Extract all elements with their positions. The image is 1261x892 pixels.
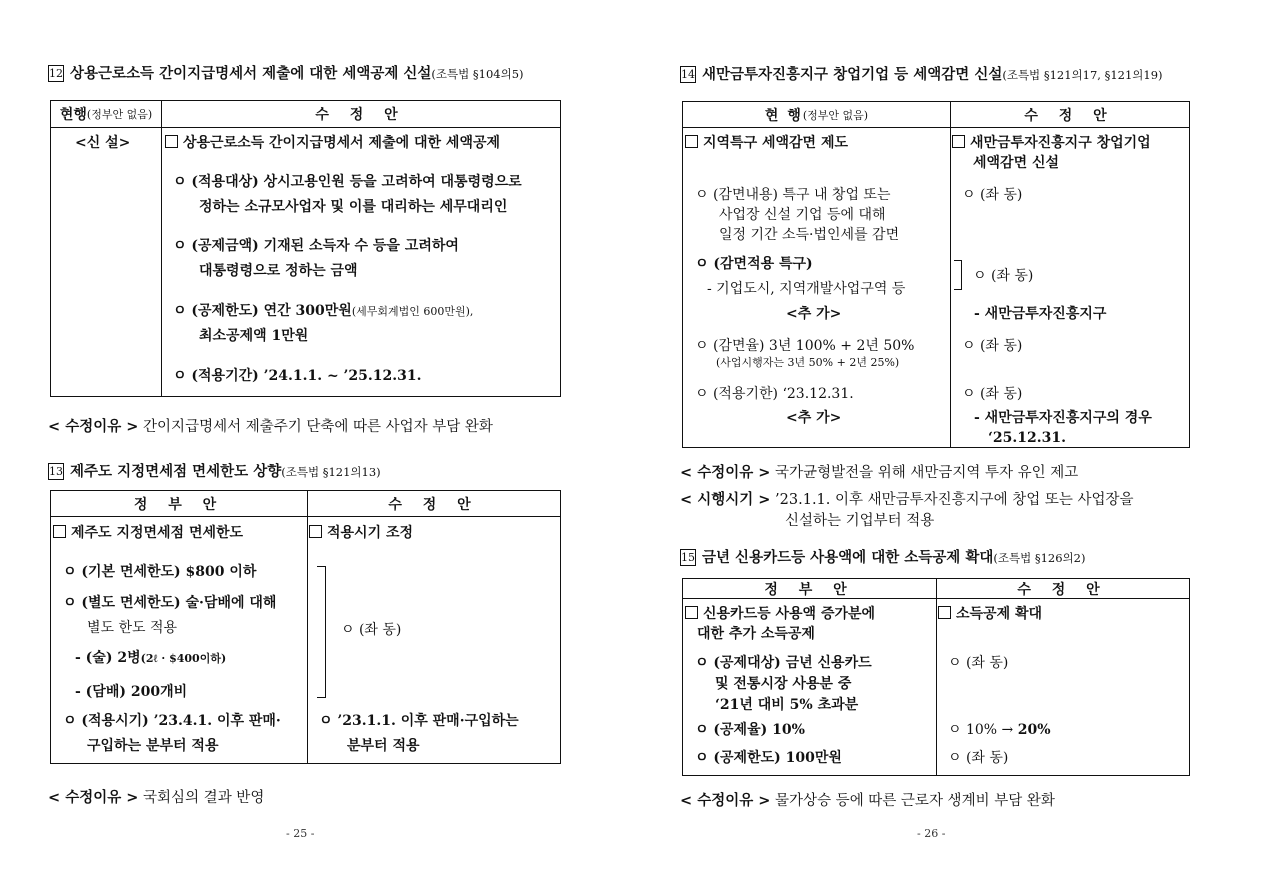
current-item-0: 지역특구 세액감면 제도 xyxy=(685,134,848,152)
enforcement-label: < 시행시기 > xyxy=(680,492,771,508)
current-item-3a: ㅇ (감면율) 3년 100% + 2년 50% xyxy=(695,338,915,354)
law-reference: (조특법 §121의17, §121의19) xyxy=(1002,68,1163,82)
gov-item-0: 제주도 지정면세점 면세한도 xyxy=(53,524,243,542)
amend-same-4: ㅇ (좌 동) xyxy=(962,386,1023,402)
amend-same-1: ㅇ (좌 동) xyxy=(962,187,1023,203)
reason-text: 간이지급명세서 제출주기 단축에 따른 사업자 부담 완화 xyxy=(143,419,493,435)
header-government: 정 부 안 xyxy=(764,581,855,598)
checkbox-square-icon xyxy=(938,606,951,619)
reason-14 xyxy=(680,461,1078,482)
new-label: <신 설> xyxy=(75,135,131,151)
section-15-title xyxy=(680,546,1085,567)
enforcement-14 xyxy=(680,488,1134,509)
section-number: 12 xyxy=(49,67,63,80)
section-title-text: 금년 신용카드등 사용액에 대한 소득공제 확대 xyxy=(702,549,994,566)
header-current: 현행 (정부안 없음) xyxy=(59,107,153,123)
table-13 xyxy=(50,490,561,764)
amend-item-1b: 정하는 소규모사업자 및 이를 대리하는 세무대리인 xyxy=(199,199,508,215)
current-item-2b: - 기업도시, 지역개발사업구역 등 xyxy=(707,281,906,297)
checkbox-square-icon xyxy=(685,606,698,619)
amend-item-3b: 최소공제액 1만원 xyxy=(199,328,309,344)
reason-label: < 수정이유 > xyxy=(680,465,771,481)
current-item-1b: 사업장 신설 기업 등에 대해 xyxy=(719,207,886,223)
amend-same-3: ㅇ (좌 동) xyxy=(962,338,1023,354)
section-number: 15 xyxy=(681,551,695,564)
reason-label: < 수정이유 > xyxy=(48,790,139,806)
reason-13 xyxy=(48,786,264,807)
amend-item-4: ㅇ (적용기간) ’24.1.1. ~ ’25.12.31. xyxy=(173,368,422,384)
amend-item-2a: ㅇ (공제금액) 기재된 소득자 수 등을 고려하여 xyxy=(173,238,459,254)
table-header xyxy=(51,101,560,128)
amend-item-3a: ㅇ (공제한도) 연간 300만원(세무회계법인 600만원), xyxy=(173,303,474,319)
header-amendment: 수 정 안 xyxy=(1017,581,1108,598)
law-reference: (조특법 §126의2) xyxy=(993,551,1086,565)
current-item-1a: ㅇ (감면내용) 특구 내 창업 또는 xyxy=(695,187,891,203)
amend-item-2b: 대통령령으로 정하는 금액 xyxy=(199,263,358,279)
reason-15 xyxy=(680,789,1055,810)
gov-item-0b: 대한 추가 소득공제 xyxy=(697,626,815,642)
header-current: 현 행 (정부안 없음) xyxy=(764,107,869,124)
checkbox-square-icon xyxy=(53,525,66,538)
amend-item-0b: 세액감면 신설 xyxy=(973,155,1060,171)
header-amendment: 수 정 안 xyxy=(1024,107,1115,124)
reason-label: < 수정이유 > xyxy=(48,419,139,435)
section-title-text: 새만금투자진흥지구 창업기업 등 세액감면 신설 xyxy=(702,66,1003,83)
gov-item-1: ㅇ (기본 면세한도) $800 이하 xyxy=(63,564,257,580)
law-reference: (조특법 §121의13) xyxy=(281,465,381,479)
amend-item-4a: - 새만금투자진흥지구의 경우 xyxy=(974,410,1152,426)
enforcement-text-a: ’23.1.1. 이후 새만금투자진흥지구에 창업 또는 사업장을 xyxy=(775,492,1134,508)
gov-item-0a: 신용카드등 사용액 증가분에 xyxy=(685,605,875,623)
amend-item-2: - 새만금투자진흥지구 xyxy=(974,306,1107,322)
gov-item-1a: ㅇ (공제대상) 금년 신용카드 xyxy=(695,655,872,671)
checkbox-square-icon xyxy=(952,135,965,148)
header-amendment: 수 정 안 xyxy=(388,496,479,513)
header-government: 정 부 안 xyxy=(133,496,225,513)
section-13-title xyxy=(48,460,381,481)
amend-item-4b: ‘25.12.31. xyxy=(988,430,1066,446)
amend-item-0: 상용근로소득 간이지급명세서 제출에 대한 세액공제 xyxy=(165,134,500,152)
current-item-1c: 일정 기간 소득·법인세를 감면 xyxy=(719,227,900,243)
gov-item-3: - (술) 2병(2ℓ · $400이하) xyxy=(75,650,227,666)
section-title-text: 상용근로소득 간이지급명세서 제출에 대한 세액공제 신설 xyxy=(70,65,432,82)
section-title-text: 제주도 지정면세점 면세한도 상향 xyxy=(70,463,282,480)
current-item-3b: (사업시행자는 3년 50% + 2년 25%) xyxy=(716,356,900,369)
gov-item-1c: ‘21년 대비 5% 초과분 xyxy=(715,697,859,713)
amend-item-0a: 새만금투자진흥지구 창업기업 xyxy=(952,134,1151,152)
bracket-icon xyxy=(954,260,962,290)
reason-label: < 수정이유 > xyxy=(680,793,771,809)
section-14-title xyxy=(680,63,1163,84)
law-reference: (조특법 §104의5) xyxy=(431,67,524,81)
section-number: 13 xyxy=(49,465,63,478)
amend-same-3: ㅇ (좌 동) xyxy=(948,750,1009,766)
amend-item-0: 소득공제 확대 xyxy=(938,605,1042,623)
current-item-4: ㅇ (적용기한) ‘23.12.31. xyxy=(695,386,854,402)
bracket-icon xyxy=(317,566,326,698)
add-label-1: <추 가> xyxy=(786,306,842,322)
header-amendment: 수 정 안 xyxy=(315,107,406,123)
reason-text: 물가상승 등에 따른 근로자 생계비 부담 완화 xyxy=(775,793,1055,809)
reason-text: 국회심의 결과 반영 xyxy=(143,790,265,806)
table-14 xyxy=(682,101,1190,448)
gov-item-5a: ㅇ (적용시기) ’23.4.1. 이후 판매· xyxy=(63,713,281,729)
amend-item-0: 적용시기 조정 xyxy=(309,524,413,542)
checkbox-square-icon xyxy=(165,135,178,148)
reason-text: 국가균형발전을 위해 새만금지역 투자 유인 제고 xyxy=(775,465,1079,481)
gov-item-4: - (담배) 200개비 xyxy=(75,684,188,700)
enforcement-text-b: 신설하는 기업부터 적용 xyxy=(785,513,935,529)
reason-12 xyxy=(48,415,493,436)
gov-item-3: ㅇ (공제한도) 100만원 xyxy=(695,750,842,766)
table-15 xyxy=(682,578,1190,776)
amend-same-1: ㅇ (좌 동) xyxy=(948,655,1009,671)
page-number-right: - 26 - xyxy=(917,827,946,840)
amend-item-1a: ㅇ (적용대상) 상시고용인원 등을 고려하여 대통령령으로 xyxy=(173,174,522,190)
section-number: 14 xyxy=(681,68,695,81)
amend-same-2: ㅇ (좌 동) xyxy=(973,268,1034,284)
amend-item-5a: ㅇ ’23.1.1. 이후 판매·구입하는 xyxy=(319,713,519,729)
add-label-2: <추 가> xyxy=(786,410,842,426)
section-12-title xyxy=(48,62,524,83)
current-item-2a: ㅇ (감면적용 특구) xyxy=(695,256,813,272)
gov-item-2: ㅇ (공제율) 10% xyxy=(695,722,805,738)
table-12 xyxy=(50,100,561,397)
gov-item-2a: ㅇ (별도 면세한도) 술·담배에 대해 xyxy=(63,595,277,611)
amend-item-5b: 분부터 적용 xyxy=(347,738,420,754)
table-header xyxy=(51,491,560,517)
checkbox-square-icon xyxy=(685,135,698,148)
table-header xyxy=(683,102,1189,128)
amend-same: ㅇ (좌 동) xyxy=(341,622,402,638)
page-number-left: - 25 - xyxy=(286,827,315,840)
checkbox-square-icon xyxy=(309,525,322,538)
gov-item-1b: 및 전통시장 사용분 중 xyxy=(715,676,852,692)
gov-item-2b: 별도 한도 적용 xyxy=(87,620,178,636)
gov-item-5b: 구입하는 분부터 적용 xyxy=(87,738,219,754)
amend-item-2: ㅇ 10% → 20% xyxy=(948,722,1051,738)
